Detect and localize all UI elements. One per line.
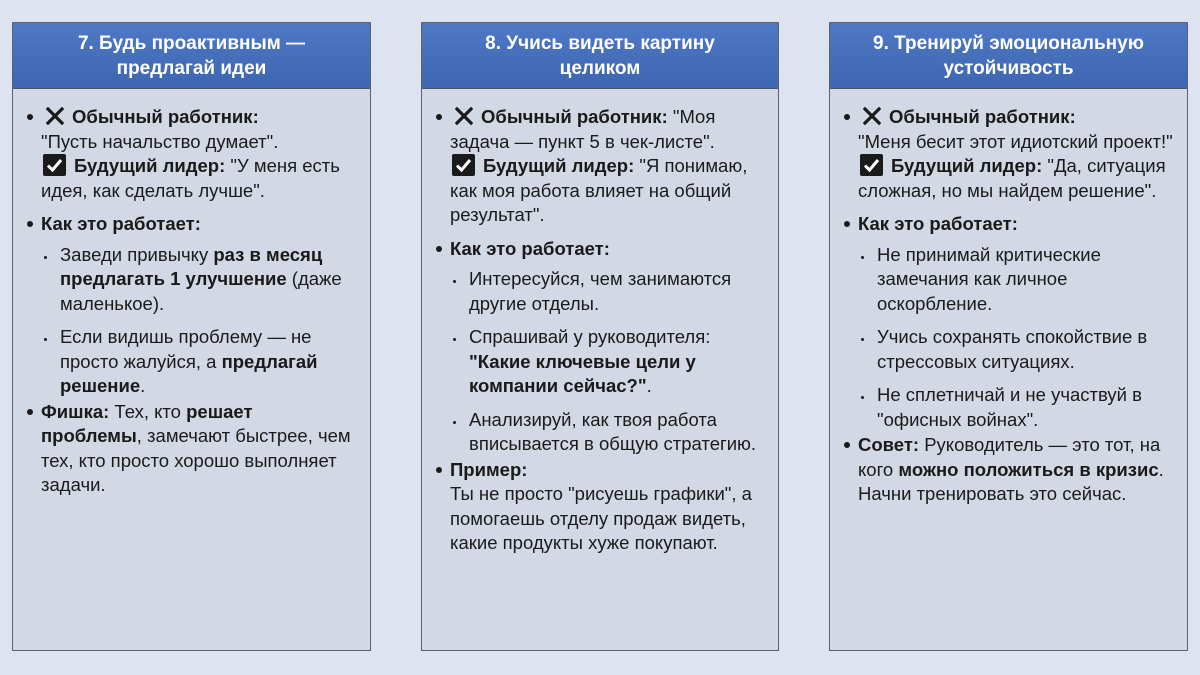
example-label: Пример:	[450, 458, 528, 480]
cross-icon	[44, 106, 66, 126]
list-item	[41, 243, 356, 317]
text: .	[140, 375, 146, 396]
text: .	[646, 375, 652, 396]
how-label: Как это работает:	[41, 213, 201, 234]
card-title-line: 7. Будь проактивным —	[77, 32, 306, 54]
text: Интересуйся, чем занимаются другие отделы.	[469, 268, 732, 314]
text: Не сплетничай и не участвуй в "офисных войнах".	[877, 384, 1142, 430]
leader-label: Будущий лидер:	[74, 155, 226, 176]
how-label: Как это работает:	[450, 237, 610, 259]
list-item	[858, 325, 1173, 374]
comparison-item	[435, 105, 764, 228]
text: Тех, кто	[109, 400, 187, 422]
text: Заведи привычку	[60, 243, 214, 265]
text: (даже маленькое).	[60, 268, 342, 314]
text-bold: "Какие ключевые цели у компании сейчас?"	[469, 350, 696, 396]
tip-item	[26, 400, 356, 498]
card-title-line: целиком	[559, 57, 641, 79]
text: . Начни тренировать это сейчас.	[858, 458, 1164, 504]
text: Анализируй, как твоя работа вписывается в общую стратегию.	[469, 408, 757, 454]
card-title-line: 9. Тренируй эмоциональную	[873, 32, 1144, 54]
card-big-picture	[421, 22, 779, 651]
ordinary-quote: "Меня бесит этот идиотский проект!"	[858, 130, 1173, 152]
card-title-line: предлагай идеи	[116, 57, 267, 79]
list-item	[450, 325, 764, 399]
ordinary-quote: "Моя задача — пункт 5 в чек-листе".	[450, 106, 716, 152]
card-proactive	[12, 22, 371, 651]
text-bold: раз в месяц предлагать 1 улучшение	[60, 243, 323, 289]
card-title	[422, 23, 778, 89]
text: Руководитель — это тот, на кого	[858, 434, 1161, 480]
leader-label: Будущий лидер:	[891, 155, 1043, 176]
tip-item	[843, 433, 1173, 507]
tip-label: Фишка:	[41, 400, 110, 422]
leader-quote: "Да, ситуация сложная, но мы найдем решение".	[858, 155, 1166, 201]
text-bold: решает проблемы	[41, 400, 253, 446]
list-item	[858, 383, 1173, 432]
how-label: Как это работает:	[858, 213, 1018, 234]
checkbox-checked-icon	[860, 154, 883, 176]
card-title	[830, 23, 1187, 89]
text: Не принимай критические замечания как личное оскорбление.	[877, 243, 1101, 314]
leader-quote: "У меня есть идея, как сделать лучше".	[41, 155, 340, 201]
tip-label: Совет:	[858, 434, 920, 455]
text: Если видишь проблему — не просто жалуйся, а	[60, 326, 312, 372]
list-item	[41, 325, 356, 399]
cross-icon	[453, 106, 475, 126]
list-item	[858, 243, 1173, 317]
text-bold: предлагай решение	[60, 350, 318, 396]
list-item	[450, 408, 764, 457]
cross-icon	[861, 106, 883, 126]
comparison-item	[843, 105, 1173, 203]
text: Спрашивай у руководителя:	[469, 326, 711, 347]
card-title	[13, 23, 370, 89]
example-item	[435, 458, 764, 556]
leader-quote: "Я понимаю, как моя работа влияет на общий результат".	[450, 155, 748, 225]
how-it-works	[26, 212, 356, 399]
how-it-works	[435, 237, 764, 457]
example-text: Ты не просто "рисуешь графики", а помогаешь отделу продаж видеть, какие продукты хуже покупают.	[450, 483, 752, 553]
text: , замечают быстрее, чем тех, кто просто хорошо выполняет задачи.	[41, 425, 351, 495]
ordinary-label: Обычный работник:	[889, 106, 1076, 127]
card-title-line: 8. Учись видеть картину	[485, 32, 715, 54]
text: Учись сохранять спокойствие в стрессовых ситуациях.	[877, 326, 1148, 372]
how-it-works	[843, 212, 1173, 432]
comparison-item	[26, 105, 356, 203]
text-bold: можно положиться в кризис	[898, 458, 1159, 480]
card-title-line: устойчивость	[943, 57, 1074, 79]
checkbox-checked-icon	[43, 154, 66, 176]
checkbox-checked-icon	[452, 154, 475, 176]
card-emotional-resilience	[829, 22, 1188, 651]
list-item	[450, 267, 764, 316]
ordinary-quote: "Пусть начальство думает".	[41, 130, 279, 152]
ordinary-label: Обычный работник:	[72, 106, 259, 127]
ordinary-label: Обычный работник:	[481, 106, 668, 127]
leader-label: Будущий лидер:	[483, 155, 635, 176]
